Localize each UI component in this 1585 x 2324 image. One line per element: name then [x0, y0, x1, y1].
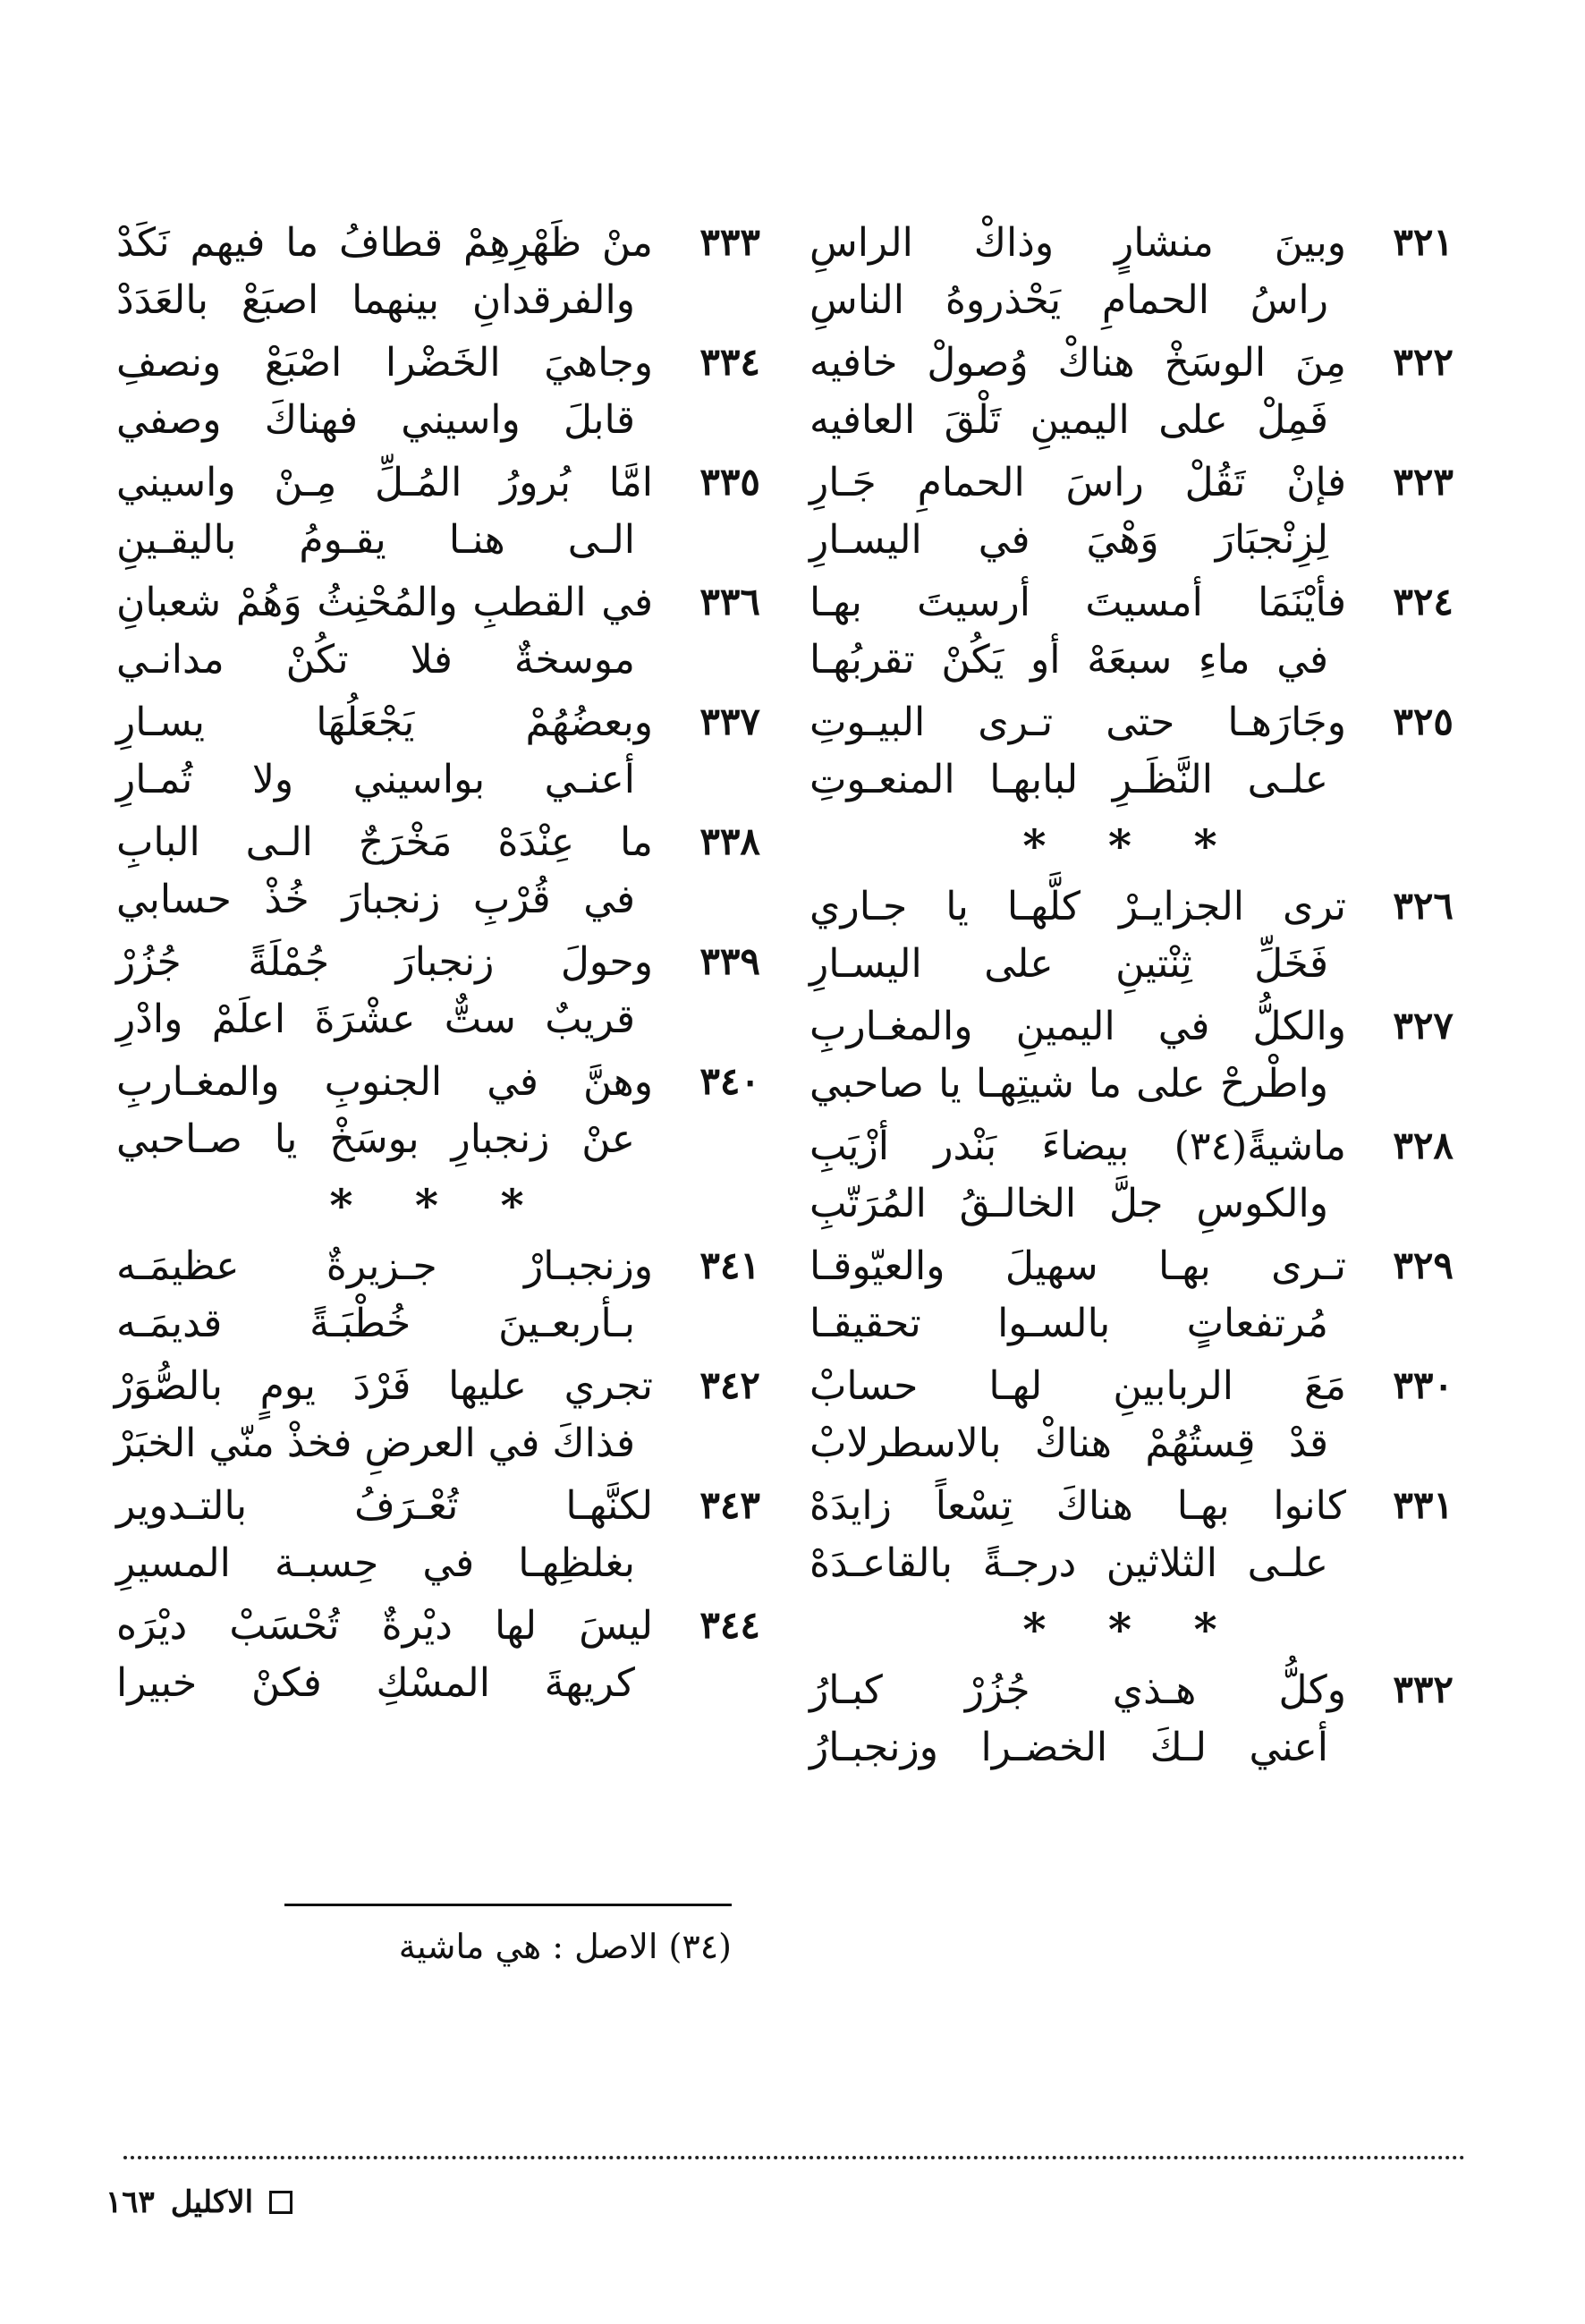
- verse-lines: [809, 694, 1346, 814]
- square-icon: [269, 2191, 292, 2214]
- verse: [809, 694, 1454, 814]
- verse-lines: [116, 934, 653, 1054]
- verse-first-hemistich: ماشيةً(٣٤) بيضاءَ بَنْدر أزْيَبِ: [809, 1124, 1346, 1169]
- verse: [809, 1662, 1454, 1782]
- verse-lines: [116, 694, 653, 814]
- verse: [809, 878, 1454, 998]
- verse-lines: [809, 1118, 1346, 1238]
- verse-lines: [116, 454, 653, 574]
- verse-number: ٣٣٥: [699, 460, 760, 504]
- verse-first-hemistich: مَعَ الربابينِ لهـا حسابْ: [809, 1363, 1346, 1409]
- page-number: ١٦٣: [106, 2184, 155, 2220]
- running-footer: [106, 2181, 292, 2224]
- section-divider: * * *: [329, 1179, 547, 1232]
- verse-number: ٣٢٧: [1393, 1004, 1454, 1047]
- verse-second-hemistich: والفرقدانِ بينهما اصبَعْ بالعَدَدْ: [116, 277, 635, 323]
- verse-first-hemistich: وبعضُهُمْ يَجْعَلُهَا يسـارِ: [116, 700, 653, 745]
- verse-first-hemistich: كانوا بهـا هناكَ تِسْعاً زايدَهْ: [809, 1483, 1346, 1529]
- verse: [809, 1478, 1454, 1598]
- verse-second-hemistich: موسخةٌ فلا تكُنْ مدانـي: [116, 637, 635, 683]
- verse: [116, 1598, 760, 1718]
- verse-lines: [116, 1598, 653, 1718]
- verse-first-hemistich: ما عِنْدَهْ مَخْرَجٌ الـى البابِ: [116, 819, 653, 865]
- verse-first-hemistich: مِنَ الوسَخْ هناكْ وُصولْ خافيه: [809, 340, 1346, 386]
- verse-lines: [809, 1478, 1346, 1598]
- verse: [116, 335, 760, 454]
- left-column: [116, 215, 760, 1718]
- footer-divider: [123, 2156, 1465, 2159]
- verse-first-hemistich: وهنَّ في الجنوبِ والمغـاربِ: [116, 1059, 653, 1105]
- verse-second-hemistich: في ماءِ سبعَهْ أو يَكُنْ تقربُهـا: [809, 637, 1328, 683]
- verse: [116, 694, 760, 814]
- verse-first-hemistich: لكنَّهـا تُعْـرَفُ بالتـدوير: [116, 1483, 653, 1529]
- verse-lines: [809, 1238, 1346, 1358]
- verse: [116, 934, 760, 1054]
- footnote: (٣٤) الاصل : هي ماشية: [398, 1927, 732, 1966]
- section-divider: * * *: [1022, 1603, 1241, 1656]
- verse-lines: [116, 1478, 653, 1598]
- verse-lines: [116, 215, 653, 335]
- verse: [116, 454, 760, 574]
- verse-lines: [116, 814, 653, 934]
- verse-second-hemistich: واطْرحْ على ما شيتِهـا يا صاحبي: [809, 1061, 1328, 1107]
- verse-first-hemistich: وزنجبـارْ جـزيرةٌ عظيمَـه: [116, 1243, 653, 1289]
- verse-lines: [116, 335, 653, 454]
- verse-second-hemistich: قريبٌ ستٌّ عشْرَةَ اعلَمْ وادْرِ: [116, 997, 635, 1042]
- verse-second-hemistich: فذاكَ في العرضِ فخذْ منّي الخبَرْ: [114, 1421, 635, 1466]
- verse-number: ٣٤٢: [699, 1363, 760, 1407]
- verse: [809, 1118, 1454, 1238]
- verse-second-hemistich: في قُرْبِ زنجبارَ خُذْ حسابي: [116, 877, 635, 922]
- verse-first-hemistich: والكلُّ في اليمينِ والمغـاربِ: [809, 1004, 1346, 1049]
- verse-number: ٣٣٨: [699, 819, 760, 863]
- footnote-rule: [284, 1904, 732, 1906]
- verse-number: ٣٣١: [1393, 1483, 1454, 1527]
- verse: [809, 574, 1454, 694]
- verse-number: ٣٢٢: [1393, 340, 1454, 384]
- verse-second-hemistich: أعني لـكَ الخضـرا وزنجبـارُ: [809, 1725, 1328, 1770]
- verse-lines: [809, 878, 1346, 998]
- verse-number: ٣٤٣: [699, 1483, 760, 1527]
- right-column: [809, 215, 1454, 1782]
- verse-number: ٣٢٣: [1393, 460, 1454, 504]
- verse-second-hemistich: كريهةَ المسْكِ فكنْ خبيرا: [116, 1660, 635, 1706]
- verse-first-hemistich: في القطبِ والمُحْنِثُ وَهُمْ شعبانِ: [116, 580, 653, 625]
- verse-lines: [116, 1238, 653, 1358]
- verse-number: ٣٣٢: [1393, 1667, 1454, 1711]
- verse-first-hemistich: وجَارَهـا حتى تـرى البيـوتِ: [809, 700, 1346, 745]
- verse-second-hemistich: فَمِلْ على اليمينِ تَلْقَ العافيه: [809, 397, 1328, 443]
- verse-first-hemistich: ليسَ لها ديْرةٌ تُحْسَبْ ديْرَه: [116, 1603, 653, 1649]
- verse: [809, 1358, 1454, 1478]
- verse-number: ٣٣٩: [699, 939, 760, 983]
- verse-second-hemistich: لِزِنْجبَارَ وَهْيَ في اليسـارِ: [809, 517, 1328, 563]
- verse-second-hemistich: قدْ قِستُهُمْ هناكْ بالاسطرلابْ: [809, 1421, 1328, 1466]
- verse: [116, 1238, 760, 1358]
- verse-first-hemistich: امَّا بُرورُ المُـلِّ مِـنْ واسيني: [116, 460, 653, 505]
- verse-number: ٣٣٣: [699, 220, 760, 264]
- verse: [116, 814, 760, 934]
- verse-second-hemistich: بغلظِهـا في حِسبـة المسيرِ: [116, 1540, 635, 1586]
- verse: [116, 215, 760, 335]
- verse-first-hemistich: فإنْ تَقُلْ راسَ الحمامِ جَـارِ: [809, 460, 1346, 505]
- verse-second-hemistich: بـأربعـينَ خُطْبَـةً قديمَـه: [116, 1301, 635, 1346]
- verse-number: ٣٤٤: [699, 1603, 760, 1647]
- verse: [809, 215, 1454, 335]
- verse-first-hemistich: تجري عليها فَرْدَ يومٍ بالصُّوَرْ: [114, 1363, 653, 1409]
- verse-lines: [809, 1662, 1346, 1782]
- verse-lines: [116, 1054, 653, 1174]
- verse-first-hemistich: منْ ظَهْرِهِمْ قطافُ ما فيهم نَكَدْ: [116, 220, 653, 266]
- verse-second-hemistich: علـى النَّظَـرِ لبابهـا المنعـوتِ: [809, 757, 1328, 802]
- verse: [809, 998, 1454, 1118]
- verse-lines: [809, 215, 1346, 335]
- section-divider: * * *: [1022, 819, 1241, 872]
- verse: [116, 1054, 760, 1174]
- verse: [116, 1478, 760, 1598]
- verse-lines: [114, 1358, 653, 1478]
- verse-number: ٣٢٥: [1393, 700, 1454, 743]
- verse-lines: [809, 574, 1346, 694]
- verse-second-hemistich: علـى الثلاثين درجـةً بالقاعـدَهْ: [809, 1540, 1328, 1586]
- verse-lines: [116, 574, 653, 694]
- verse-number: ٣٢٤: [1393, 580, 1454, 623]
- verse-number: ٣٣٧: [699, 700, 760, 743]
- verse-second-hemistich: والكوسِ جلَّ الخالـقُ المُرَتّبِ: [809, 1181, 1328, 1226]
- book-title: الاكليل: [170, 2184, 254, 2220]
- verse-first-hemistich: وبينَ منشارٍ وذاكْ الراسِ: [809, 220, 1346, 266]
- verse-second-hemistich: راسُ الحمامِ يَحْذروهُ الناسِ: [809, 277, 1328, 323]
- verse: [809, 1238, 1454, 1358]
- verse-number: ٣٤١: [699, 1243, 760, 1287]
- verse-number: ٣٣٠: [1393, 1363, 1454, 1407]
- verse: [809, 454, 1454, 574]
- verse-first-hemistich: وحولَ زنجبارَ جُمْلَةً جُزُرْ: [116, 939, 653, 985]
- verse-first-hemistich: وجاهيَ الخَضْرا اصْبَعْ ونصفِ: [116, 340, 653, 386]
- verse-lines: [809, 335, 1346, 454]
- verse-second-hemistich: أعنـي بواسيني ولا تُمـارِ: [116, 757, 635, 802]
- verse: [116, 574, 760, 694]
- verse-second-hemistich: الـى هنـا يقـومُ باليقـينِ: [116, 517, 635, 563]
- verse-second-hemistich: عنْ زنجبارِ بوسَخْ يا صـاحبي: [116, 1116, 635, 1162]
- verse-number: ٣٢١: [1393, 220, 1454, 264]
- verse-number: ٣٢٦: [1393, 884, 1454, 928]
- verse-number: ٣٤٠: [699, 1059, 760, 1103]
- verse-number: ٣٣٦: [699, 580, 760, 623]
- verse-lines: [809, 454, 1346, 574]
- verse-number: ٣٢٩: [1393, 1243, 1454, 1287]
- verse-lines: [809, 998, 1346, 1118]
- verse-lines: [809, 1358, 1346, 1478]
- verse: [809, 335, 1454, 454]
- verse-number: ٣٢٨: [1393, 1124, 1454, 1167]
- verse-first-hemistich: فأيْنَمَا أمسيتَ أرسيتَ بهـا: [809, 580, 1346, 625]
- verse-first-hemistich: تـرى بهـا سهيلَ والعيّوقـا: [809, 1243, 1346, 1289]
- verse-number: ٣٣٤: [699, 340, 760, 384]
- verse-second-hemistich: قابلَ واسيني فهناكَ وصفي: [116, 397, 635, 443]
- verse-first-hemistich: وكلُّ هـذي جُزُرْ كبـارُ: [809, 1667, 1346, 1713]
- verse-first-hemistich: ترى الجزايـرْ كلَّهـا يا جـاري: [809, 884, 1346, 929]
- verse-second-hemistich: مُرتفعاتٍ بالسـوا تحقيقـا: [809, 1301, 1328, 1346]
- verse: [116, 1358, 760, 1478]
- verse-second-hemistich: فَخَلِّ ثِنْتينِ على اليسـارِ: [809, 941, 1328, 987]
